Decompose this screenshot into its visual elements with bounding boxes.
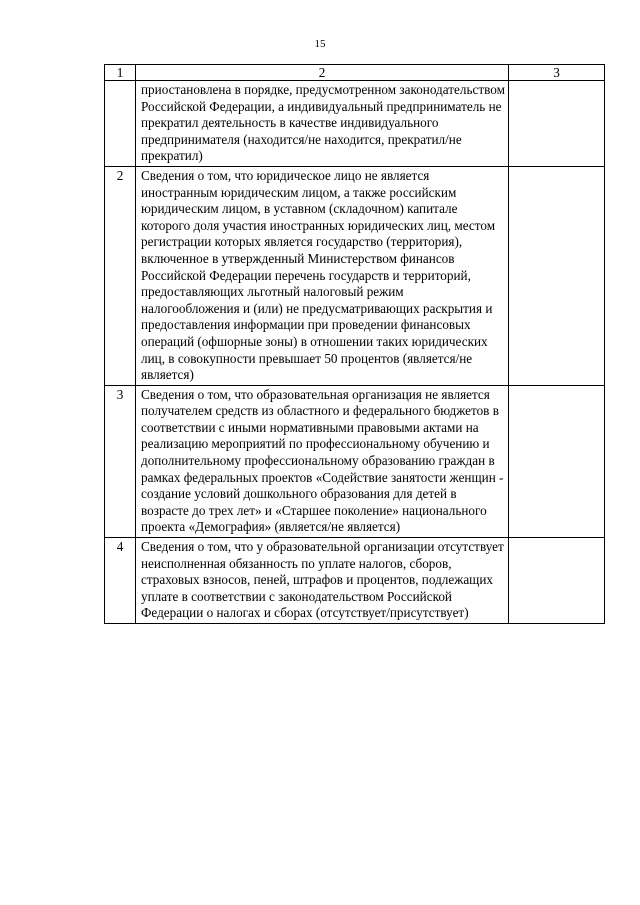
row-number: 2 [105,166,136,385]
row-number [105,81,136,167]
table-row [105,81,605,167]
row-number: 4 [105,538,136,624]
table-header-row [105,65,605,81]
row-text: Сведения о том, что у образовательной организации отсутствует неисполненная обязанность по уплате налогов, сборов, страховых взносов, пеней, штрафов и процентов, подлежащих уплате в соответствии с законодательством Российской Федерации о налогах и сборах (отсутствует/присутствует) [136,538,509,624]
row-value-cell[interactable] [509,81,605,167]
header-col-2: 2 [136,65,509,81]
row-text: приостановлена в порядке, предусмотренном законодательством Российской Федерации, а индивидуальный предприниматель не прекратил деятельность в качестве индивидуального предпринимателя (находится/не находится, прекратил/не прекратил) [136,81,509,167]
row-text: Сведения о том, что юридическое лицо не является иностранным юридическим лицом, а также российским юридическим лицом, в уставном (складочном) капитале которого доля участия иностранных юридических лиц, местом регистрации которых является государство (территория), включенное в утвержденный Министерством финансов Российской Федерации перечень государств и территорий, предоставляющих льготный налоговый режим налогообложения и (или) не предусматривающих раскрытия и предоставления информации при проведении финансовых операций (офшорные зоны) в отношении таких юридических лиц, в совокупности превышает 50 процентов (является/не является) [136,166,509,385]
table-row [105,385,605,537]
requirements-table [104,64,605,624]
row-value-cell[interactable] [509,538,605,624]
header-col-1: 1 [105,65,136,81]
row-value-cell[interactable] [509,166,605,385]
row-value-cell[interactable] [509,385,605,537]
row-text: Сведения о том, что образовательная организация не является получателем средств из областного и федерального бюджетов в соответствии с иными нормативными правовыми актами на реализацию мероприятий по профессиональному обучению и дополнительному профессиональному образованию граждан в рамках федеральных проектов «Содействие занятости женщин - создание условий дошкольного образования для детей в возрасте до трех лет» и «Старшее поколение» национального проекта «Демография» (является/не является) [136,385,509,537]
table-row [105,166,605,385]
header-col-3: 3 [509,65,605,81]
row-number: 3 [105,385,136,537]
page-number: 15 [314,38,326,50]
table-row [105,538,605,624]
